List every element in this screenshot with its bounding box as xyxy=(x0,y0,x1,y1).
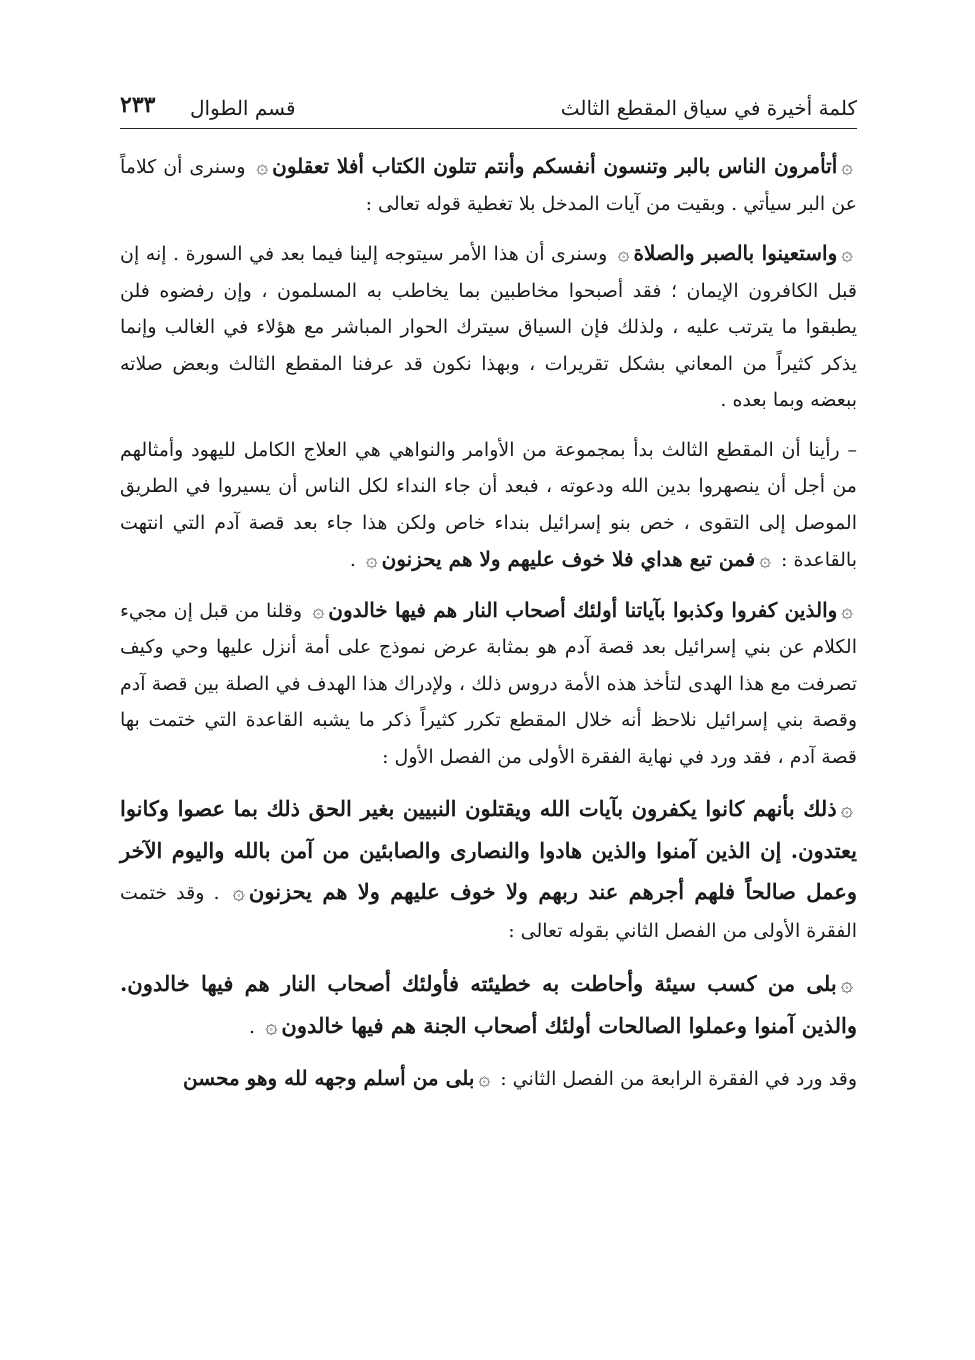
quran-verse xyxy=(252,154,857,178)
page-header xyxy=(120,90,857,130)
quran-verse xyxy=(120,971,857,1038)
verse-text: بلى من أسلم وجهه لله وهو محسن xyxy=(183,1065,475,1090)
paragraph-2 xyxy=(120,235,857,419)
verse-text: واستعينوا بالصبر والصلاة xyxy=(633,241,838,265)
verse-text: ذلك بأنهم كانوا يكفرون بآيات الله ويقتلون النبيين بغير الحق ذلك بما عصوا وكانوا يعتدون. إن الذين آمنوا والذين هادوا والنصارى والصابئين من آمن بالله واليوم الآخر وعمل صالحاً فلهم أجرهم عند ربهم ولا خوف عليهم ولا هم يحزنون xyxy=(120,796,857,904)
paragraph-5 xyxy=(120,788,857,950)
verse-text: أتأمرون الناس بالبر وتنسون أنفسكم وأنتم تتلون الكتاب أفلا تعقلون xyxy=(272,154,838,178)
ornament-open-icon: ۞ xyxy=(841,154,854,178)
paragraph-text: – رأينا أن المقطع الثالث بدأ بمجموعة من الأوامر والنواهي هي العلاج الكامل لليهود وأمثالهم من أجل أن ينصهروا بدين الله ودعوته ، فبعد أن جاء النداء لكل الناس أن يسيروا في الطريق الموصل إلى التقوى ، خص بنو إسرائيل بنداء خاص ولكن هذا جاء بعد قصة آدم التي انتهت بالقاعدة : xyxy=(120,438,857,571)
quran-verse xyxy=(362,547,775,571)
section-name: قسم الطوال xyxy=(190,96,296,120)
ornament-open-icon: ۞ xyxy=(841,597,853,622)
paragraph-text: . وقد ختمت الفقرة الأولى من الفصل الثاني بقوله تعالى : xyxy=(120,882,857,942)
quran-verse xyxy=(120,796,857,904)
ornament-open-icon: ۞ xyxy=(841,241,853,265)
paragraph-text: وسنرى أن هذا الأمر سيتوجه إلينا فيما بعد في السورة . إنه إن قبل الكافرون الإيمان ؛ فقد أصبحوا مخاطبين بما يخاطب به المسلمون ، وإن رفضوه فلن يطبقوا ما يترتب عليه ، ولذلك فإن السياق سيترك الحوار المباشر مع هؤلاء في الغالب وإنما يذكر كثيراً من المعاني بشكل تقريرات ، وبهذا نكون قد عرفنا المقطع الثالث وبعض صلاته ببعضه وبما بعده . xyxy=(120,243,857,411)
page-body xyxy=(120,148,857,1110)
paragraph-text: وقلنا من قبل إن مجيء الكلام عن بني إسرائيل بعد قصة آدم هو بمثابة عرض نموذج على أمة أنزل عليها وحي وكيف تصرفت مع هذا الهدى لتأخذ هذه الأمة دروس ذلك ، ولإدراك هذا الهدف في الصلة بين قصة آدم وقصة بني إسرائيل نلاحظ أنه خلال المقطع تكرر كثيراً ذكر ما يشبه القاعدة التي ختمت بها قصة آدم ، فقد ورد في نهاية الفقرة الأولى من الفصل الأول : xyxy=(120,599,857,768)
ornament-close-icon: ۞ xyxy=(365,547,378,571)
page-number: ٢٣٣ xyxy=(120,92,156,118)
verse-text: فمن تبع هداي فلا خوف عليهم ولا هم يحزنون xyxy=(381,547,756,571)
ornament-close-icon: ۞ xyxy=(232,880,245,904)
ornament-close-icon: ۞ xyxy=(617,241,630,265)
header-divider xyxy=(120,128,857,129)
paragraph-7 xyxy=(120,1060,857,1098)
ornament-open-icon: ۞ xyxy=(840,797,853,821)
paragraph-text: وسنرى أن كلاماً عن البر سيأتي . وبقيت من آيات المدخل بلا تغطية قوله تعالى : xyxy=(120,156,857,215)
ornament-close-icon: ۞ xyxy=(312,597,325,622)
paragraph-text: وقد ورد في الفقرة الرابعة من الفصل الثاني : xyxy=(500,1067,857,1090)
verse-text: والذين كفروا وكذبوا بآياتنا أولئك أصحاب النار هم فيها خالدون xyxy=(328,597,838,622)
quran-verse xyxy=(614,241,857,265)
paragraph-1 xyxy=(120,148,857,222)
ornament-open-icon: ۞ xyxy=(840,971,853,996)
sentence-end: . xyxy=(349,549,356,571)
ornament-open-icon: ۞ xyxy=(478,1065,491,1090)
verse-text: بلى من كسب سيئة وأحاطت به خطيئته فأولئك أصحاب النار هم فيها خالدون. والذين آمنوا وعملوا الصالحات أولئك أصحاب الجنة هم فيها خالدون xyxy=(120,970,857,1038)
ornament-close-icon: ۞ xyxy=(256,154,269,178)
paragraph-3 xyxy=(120,432,857,579)
sentence-end: . xyxy=(249,1015,256,1038)
paragraph-4 xyxy=(120,592,857,776)
ornament-open-icon: ۞ xyxy=(759,547,771,571)
quran-verse xyxy=(183,1066,494,1090)
running-title: كلمة أخيرة في سياق المقطع الثالث xyxy=(560,96,857,120)
ornament-close-icon: ۞ xyxy=(265,1013,278,1038)
quran-verse xyxy=(309,598,857,622)
paragraph-6 xyxy=(120,963,857,1047)
